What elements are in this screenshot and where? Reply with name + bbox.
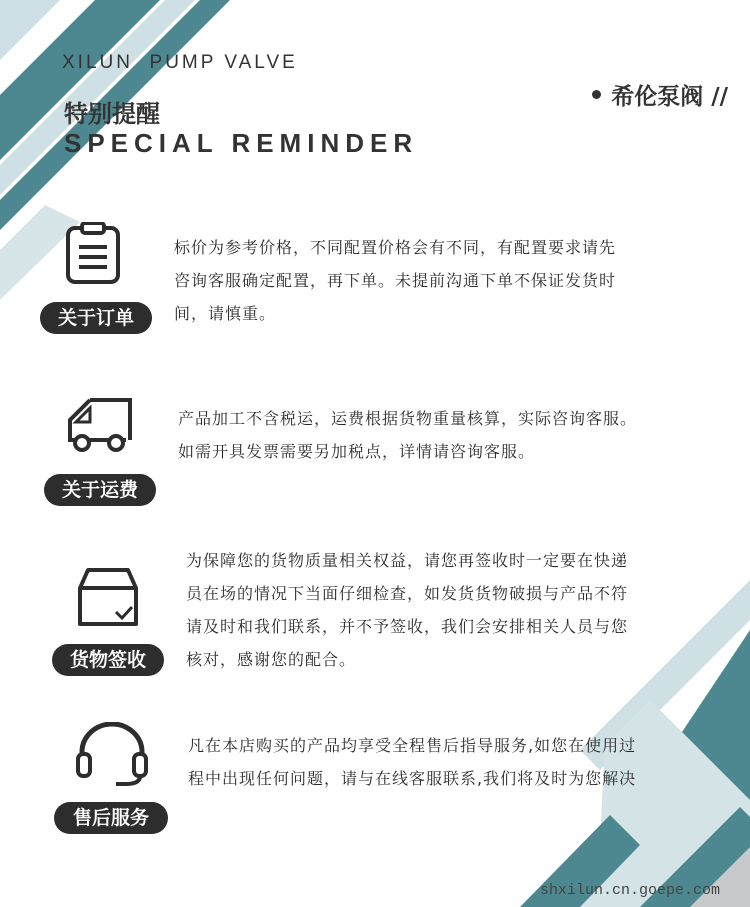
headset-icon: [74, 722, 150, 788]
text-after-sales-line: 程中出现任何问题，请与在线客服联系,我们将及时为您解决: [188, 769, 637, 788]
brand-cn-tag: [592, 78, 728, 111]
label-order: 关于订单: [40, 302, 152, 334]
text-order: [174, 231, 704, 330]
title-cn: 特别提醒: [64, 100, 160, 128]
label-shipping: 关于运费: [44, 474, 156, 506]
text-order-line: 标价为参考价格，不同配置价格会有不同，有配置要求请先: [174, 238, 617, 257]
text-shipping-line: 如需开具发票需要另加税点，详情请咨询客服。: [178, 442, 536, 461]
text-receipt-line: 请及时和我们联系，并不予签收，我们会安排相关人员与您: [186, 617, 629, 636]
package-check-icon: [76, 566, 140, 628]
text-receipt-line: 员在场的情况下当面仔细检查，如发货货物破损与产品不符: [186, 584, 629, 603]
brand-en: XILUN PUMP VALVE: [62, 52, 298, 73]
text-shipping: [178, 402, 718, 468]
label-after-sales: 售后服务: [54, 802, 168, 834]
bullet-icon: [592, 90, 601, 99]
order-list-icon: [64, 222, 122, 286]
text-after-sales-line: 凡在本店购买的产品均享受全程售后指导服务,如您在使用过: [188, 736, 637, 755]
brand-cn: 希伦泵阀 //: [611, 84, 728, 110]
text-shipping-line: 产品加工不含税运，运费根据货物重量核算，实际咨询客服。: [178, 409, 638, 428]
text-after-sales: [188, 729, 728, 795]
text-receipt: [186, 544, 706, 676]
text-receipt-line: 核对，感谢您的配合。: [186, 650, 357, 669]
text-order-line: 咨询客服确定配置，再下单。未提前沟通下单不保证发货时: [174, 271, 617, 290]
truck-icon: [66, 396, 134, 456]
text-order-line: 间，请慎重。: [174, 304, 277, 323]
footer-url: shxilun.cn.goepe.com: [539, 882, 720, 899]
title-en: SPECIAL REMINDER: [64, 128, 419, 158]
text-receipt-line: 为保障您的货物质量相关权益，请您再签收时一定要在快递: [186, 551, 629, 570]
label-receipt: 货物签收: [52, 644, 164, 676]
